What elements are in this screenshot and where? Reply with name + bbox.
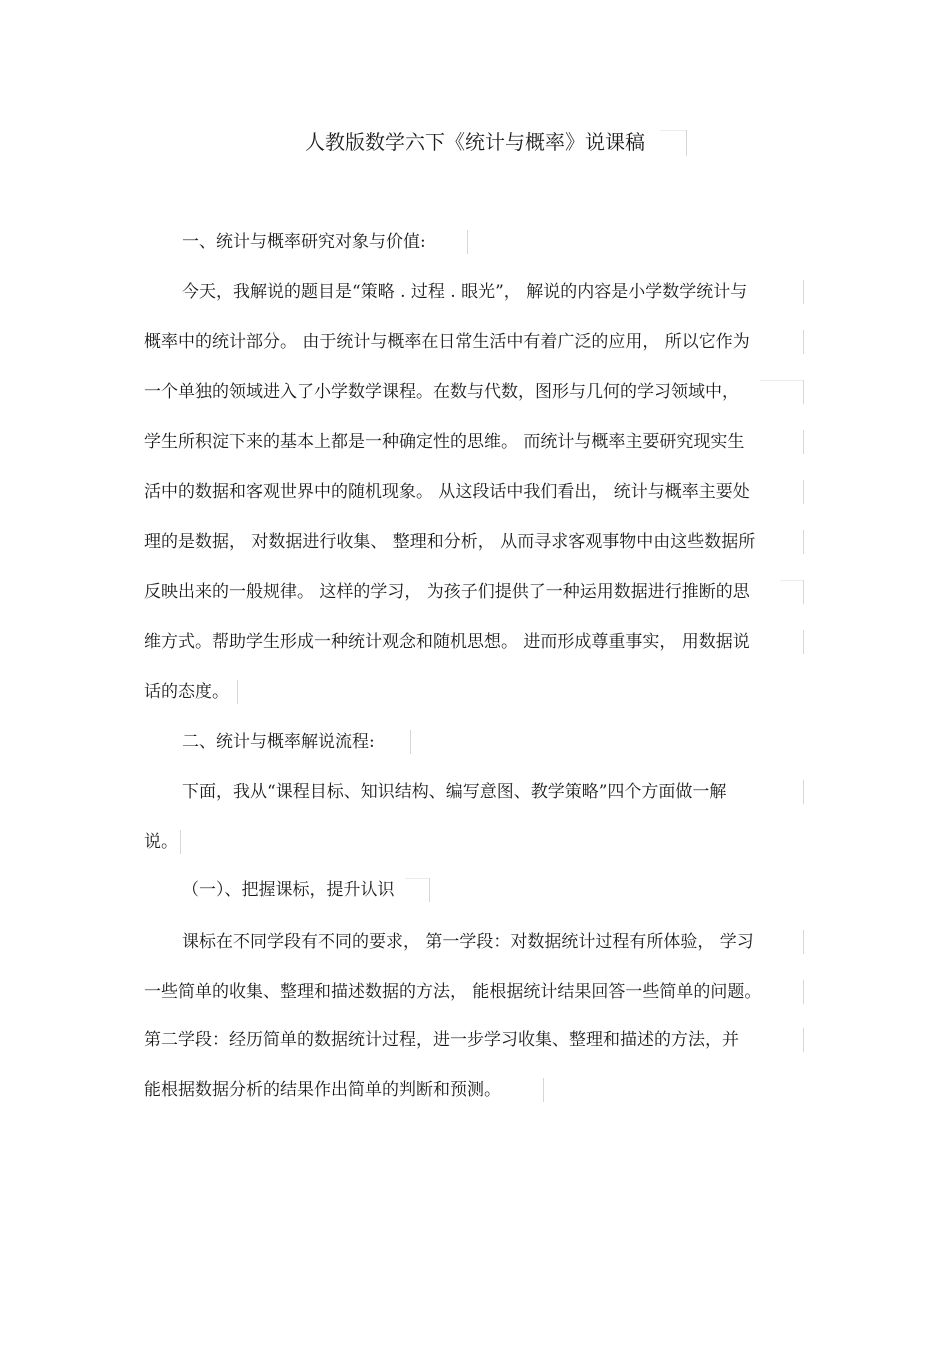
paragraph-line: 说。 [144,832,178,852]
paragraph-line: 一个单独的领域进入了小学数学课程。在数与代数，图形与几何的学习领域中， [144,382,739,402]
line-edge-mark [410,730,411,754]
line-edge-mark [803,580,804,604]
line-edge-mark [803,280,804,304]
paragraph-line: 概率中的统计部分。 由于统计与概率在日常生活中有着广泛的应用， 所以它作为 [144,332,750,352]
line-edge-rule [760,380,804,381]
line-edge-mark [803,480,804,504]
line-edge-mark [803,630,804,654]
paragraph-line: 课标在不同学段有不同的要求， 第一学段：对数据统计过程有所体验， 学习 [182,932,754,952]
paragraph-line: 理的是数据， 对数据进行收集、 整理和分析， 从而寻求客观事物中由这些数据所 [144,532,756,552]
section-heading-2: 二、统计与概率解说流程: [182,732,375,752]
paragraph-line: 第二学段：经历简单的数据统计过程，进一步学习收集、整理和描述的方法，并 [144,1030,739,1050]
section-heading-1: 一、统计与概率研究对象与价值: [182,232,426,252]
paragraph-line: 下面，我从“课程目标、知识结构、编写意图、教学策略”四个方面做一解 [182,782,727,802]
title-edge-rule [660,130,686,131]
line-edge-mark [803,1028,804,1052]
line-edge-mark [429,878,430,902]
line-edge-mark [803,530,804,554]
subsection-heading-1: （一）、把握课标，提升认识 [182,880,395,900]
paragraph-line: 维方式。帮助学生形成一种统计观念和随机思想。 进而形成尊重事实， 用数据说 [144,632,750,652]
line-edge-mark [803,980,804,1004]
line-edge-mark [803,930,804,954]
line-edge-mark [803,380,804,404]
line-edge-mark [803,330,804,354]
line-edge-mark [803,780,804,804]
line-edge-mark [803,430,804,454]
paragraph-line: 活中的数据和客观世界中的随机现象。 从这段话中我们看出， 统计与概率主要处 [144,482,750,502]
line-edge-rule [405,878,429,879]
line-edge-mark [543,1078,544,1102]
paragraph-line: 反映出来的一般规律。 这样的学习， 为孩子们提供了一种运用数据进行推断的思 [144,582,750,602]
paragraph-line: 一些简单的收集、整理和描述数据的方法， 能根据统计结果回答一些简单的问题。 [144,982,762,1002]
paragraph-line: 今天，我解说的题目是“策略 . 过程 . 眼光”， 解说的内容是小学数学统计与 [182,282,748,302]
paragraph-line: 能根据数据分析的结果作出简单的判断和预测。 [144,1080,501,1100]
line-edge-mark [180,830,181,854]
paragraph-line: 学生所积淀下来的基本上都是一种确定性的思维。 而统计与概率主要研究现实生 [144,432,745,452]
line-edge-mark [467,230,468,254]
title-edge-mark [686,130,687,156]
line-edge-rule [780,580,804,581]
line-edge-mark [237,680,238,704]
document-title: 人教版数学六下《统计与概率》说课稿 [305,130,645,154]
paragraph-line: 话的态度。 [144,682,229,702]
